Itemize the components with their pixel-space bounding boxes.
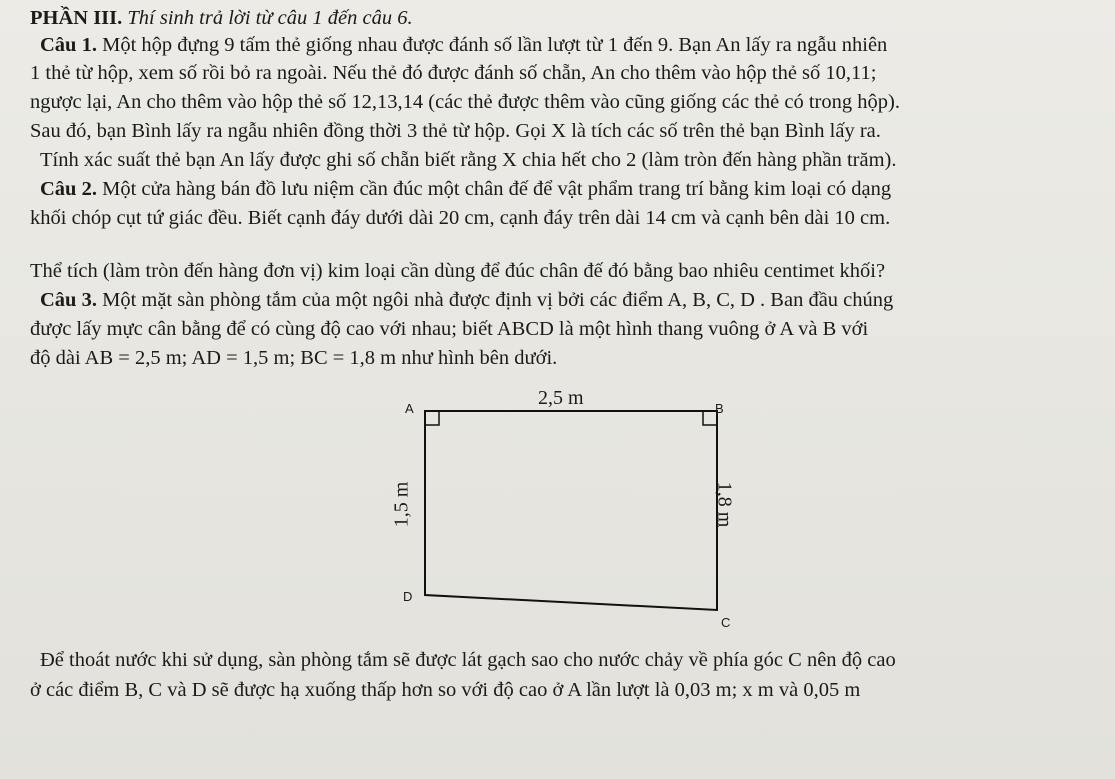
q3-text: Một mặt sàn phòng tắm của một ngôi nhà được định vị bởi các điểm A, B, C, D . Ban đầu chúng [102, 289, 894, 311]
part-instruction: Thí sinh trả lời từ câu 1 đến câu 6. [127, 7, 413, 29]
q3-line-3: độ dài AB = 2,5 m; AD = 1,5 m; BC = 1,8 m như hình bên dưới. [30, 347, 558, 369]
q3-line-4: Để thoát nước khi sử dụng, sàn phòng tắm sẽ được lát gạch sao cho nước chảy về phía góc C nên độ cao [40, 649, 896, 671]
q1-line-4: Sau đó, bạn Bình lấy ra ngẫu nhiên đồng thời 3 thẻ từ hộp. Gọi X là tích các số trên thẻ bạn Bình lấy ra. [30, 120, 881, 142]
q1-line-1 [40, 32, 887, 58]
bc-length-label: 1,8 m [713, 481, 736, 528]
q1-line-5: Tính xác suất thẻ bạn An lấy được ghi số chẵn biết rằng X chia hết cho 2 (làm tròn đến hàng phần trăm). [40, 149, 897, 171]
q3-line-1 [40, 287, 893, 313]
q3-line-2: được lấy mực cân bằng để có cùng độ cao với nhau; biết ABCD là một hình thang vuông ở A và B với [30, 318, 869, 340]
q1-line-3: ngược lại, An cho thêm vào hộp thẻ số 12,13,14 (các thẻ được thêm vào cũng giống các thẻ có trong hộp). [30, 91, 900, 113]
ad-length-label: 1,5 m [390, 481, 413, 528]
q2-line-1 [40, 176, 891, 202]
vertex-a-label: A [405, 401, 414, 416]
q3-line-5: ở các điểm B, C và D sẽ được hạ xuống thấp hơn so với độ cao ở A lần lượt là 0,03 m; x m và 0,05 m [30, 679, 861, 701]
part-title: PHẦN III. [30, 7, 123, 29]
vertex-d-label: D [403, 589, 413, 604]
q2-text: Một cửa hàng bán đồ lưu niệm cần đúc một chân đế để vật phẩm trang trí bằng kim loại có dạng [102, 178, 892, 200]
q1-line-2: 1 thẻ từ hộp, xem số rồi bỏ ra ngoài. Nếu thẻ đó được đánh số chẵn, An cho thêm vào hộp thẻ số 10,11; [30, 62, 877, 84]
q1-text: Một hộp đựng 9 tấm thẻ giống nhau được đánh số lần lượt từ 1 đến 9. Bạn An lấy ra ngẫu nhiên [102, 34, 888, 56]
q2-line-3: Thể tích (làm tròn đến hàng đơn vị) kim loại cần dùng để đúc chân đế đó bằng bao nhiêu centimet khối? [30, 260, 886, 282]
trapezoid-figure [385, 385, 755, 645]
q2-label: Câu 2. [40, 178, 97, 200]
vertex-c-label: C [721, 615, 731, 630]
q2-line-2: khối chóp cụt tứ giác đều. Biết cạnh đáy dưới dài 20 cm, cạnh đáy trên dài 14 cm và cạnh bên dài 10 cm. [30, 207, 891, 229]
q1-label: Câu 1. [40, 34, 97, 56]
trapezoid-shape [425, 411, 717, 610]
right-angle-a [425, 411, 439, 425]
trapezoid-svg [385, 385, 755, 645]
ab-length-label: 2,5 m [538, 387, 584, 409]
vertex-b-label: B [715, 401, 724, 416]
part-header [30, 5, 413, 31]
q3-label: Câu 3. [40, 289, 97, 311]
